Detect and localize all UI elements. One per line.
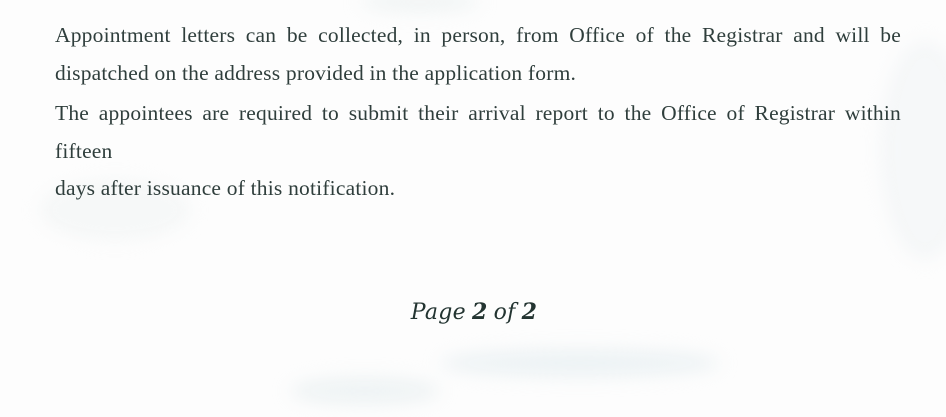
footer-current-page: 2 [472, 299, 488, 325]
text-line: dispatched on the address provided in the application form. [55, 60, 577, 85]
paragraph-collection-notice [55, 17, 901, 92]
text-line: The appointees are required to submit their arrival report to the Office of Registrar within fifteen [55, 101, 901, 163]
footer-total-pages: 2 [521, 299, 538, 325]
scan-smudge [290, 378, 440, 404]
paragraph-arrival-report [55, 95, 901, 208]
text-line: days after issuance of this notification. [55, 176, 396, 200]
scan-smudge [440, 350, 720, 376]
footer-page-label: Page [410, 300, 466, 325]
document-body [55, 17, 901, 211]
scan-smudge [360, 0, 480, 12]
footer-of-label: of [493, 300, 516, 325]
text-line: Appointment letters can be collected, in person, from Office of the Registrar and will be [55, 23, 901, 47]
page-number-footer [0, 299, 946, 325]
